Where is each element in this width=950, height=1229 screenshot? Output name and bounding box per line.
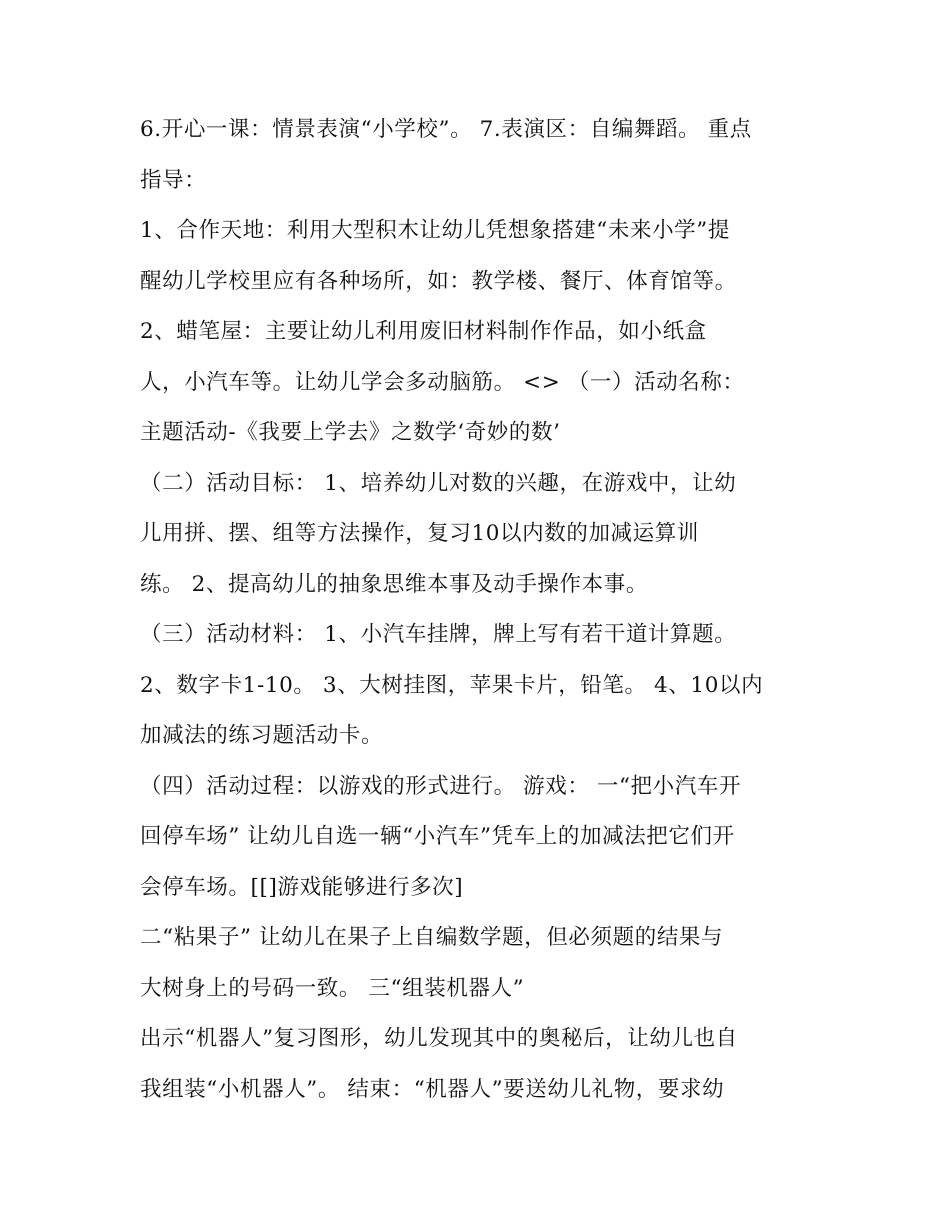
text-line-15: 回停车场” 让幼儿自选一辆“小汽车”凭车上的加减法把它们开	[140, 824, 735, 849]
text-line-11: （三）活动材料： 1、小汽车挂牌，牌上写有若干道计算题。	[140, 622, 737, 647]
text-line-10: 练。 2、提高幼儿的抽象思维本事及动手操作本事。	[140, 572, 648, 597]
text-line-2: 指导：	[140, 168, 207, 193]
text-line-4: 醒幼儿学校里应有各种场所，如：教学楼、餐厅、体育馆等。	[140, 269, 737, 294]
text-line-6: 人，小汽车等。让幼儿学会多动脑筋。 <> （一）活动名称：	[140, 370, 745, 395]
text-line-12: 2、数字卡1-10。 3、大树挂图，苹果卡片，铅笔。 4、10以内	[140, 673, 764, 698]
text-line-20: 我组装“小机器人”。 结束：“机器人”要送幼儿礼物，要求幼	[140, 1077, 725, 1102]
text-line-9: 儿用拼、摆、组等方法操作，复习10以内数的加减运算训	[140, 521, 699, 546]
text-line-8: （二）活动目标： 1、培养幼儿对数的兴趣，在游戏中，让幼	[140, 471, 737, 496]
text-line-7: 主题活动-《我要上学去》之数学‘奇妙的数’	[140, 420, 561, 445]
text-line-3: 1、合作天地：利用大型积木让幼儿凭想象搭建“未来小学”提	[140, 218, 730, 243]
text-line-5: 2、蜡笔屋：主要让幼儿利用废旧材料制作作品，如小纸盒	[140, 319, 707, 344]
text-line-17: 二“粘果子” 让幼儿在果子上自编数学题，但必须题的结果与	[140, 925, 724, 950]
text-line-16: 会停车场。[[]游戏能够进行多次]	[140, 875, 464, 900]
text-line-14: （四）活动过程：以游戏的形式进行。 游戏： 一“把小汽车开	[140, 774, 742, 799]
text-line-1: 6.开心一课：情景表演“小学校”。 7.表演区：自编舞蹈。 重点	[140, 117, 752, 142]
text-line-18: 大树身上的号码一致。 三“组装机器人”	[140, 976, 525, 1001]
text-line-19: 出示“机器人”复习图形，幼儿发现其中的奥秘后，让幼儿也自	[140, 1026, 738, 1051]
text-line-13: 加减法的练习题活动卡。	[140, 723, 384, 748]
